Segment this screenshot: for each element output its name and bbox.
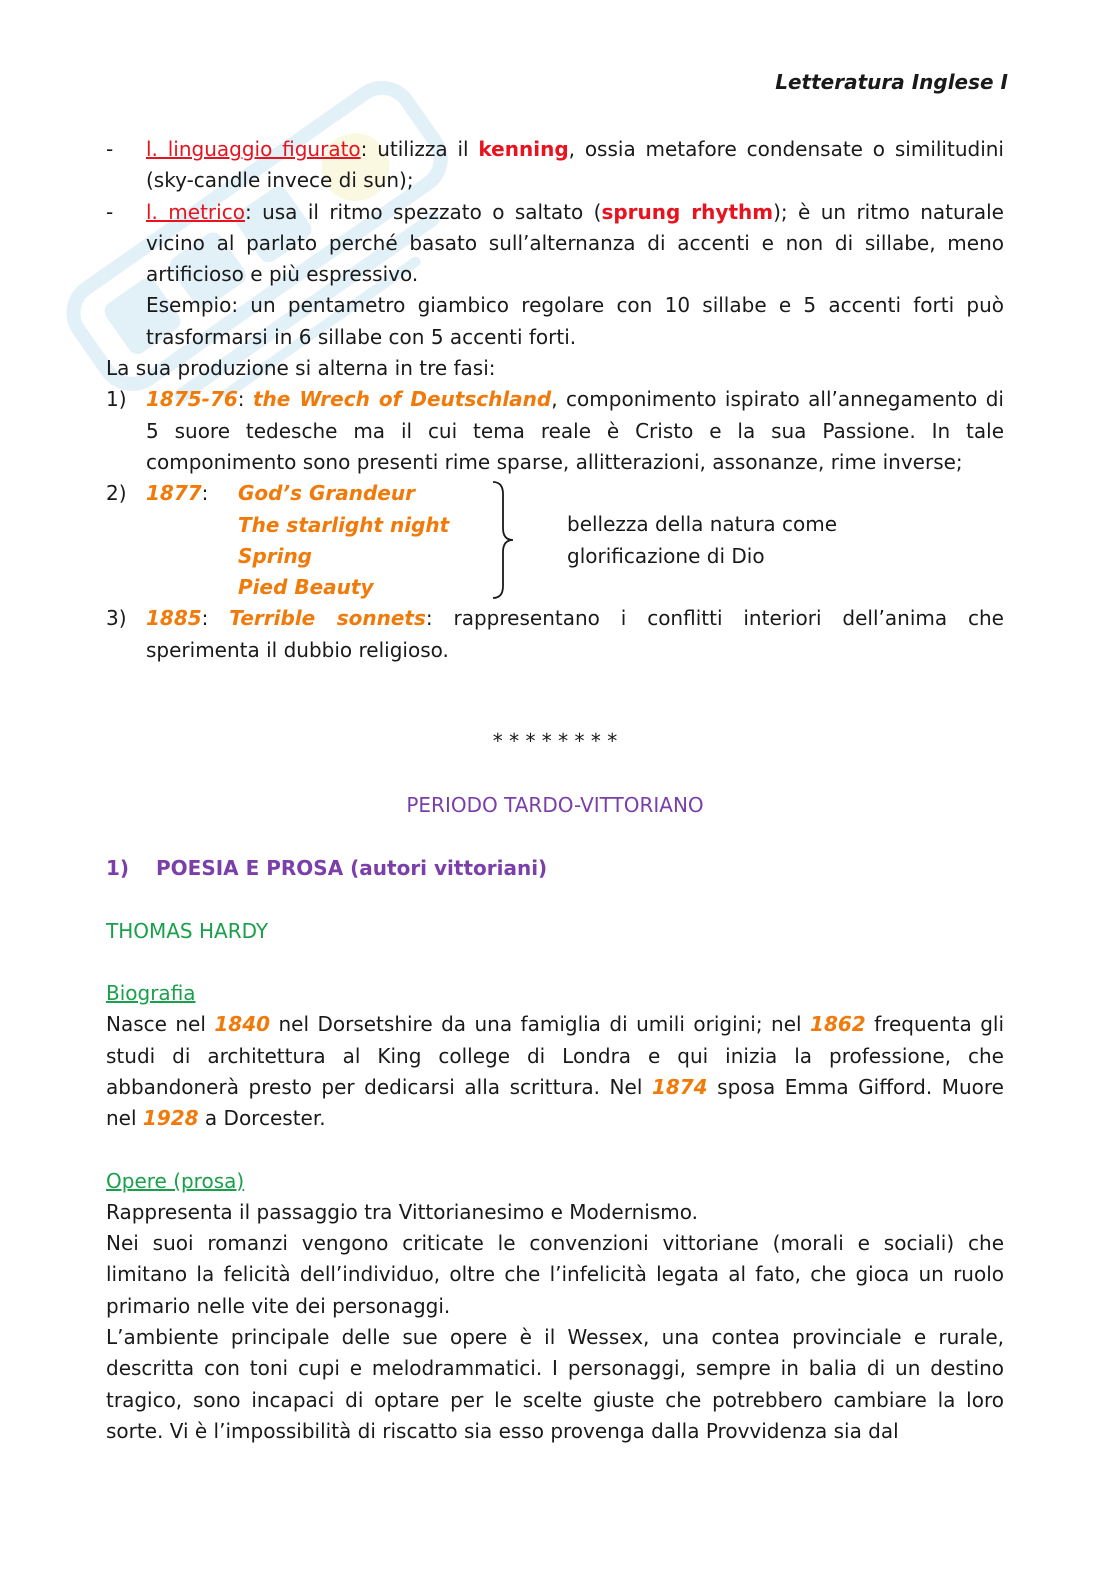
phase-item (106, 384, 1004, 478)
curly-brace-icon (489, 480, 519, 600)
phase-item (106, 603, 1004, 666)
separator-colon: : (201, 606, 230, 631)
bio-paragraph (106, 1009, 1004, 1134)
body-text: , ossia metafore condensate o similitudini (sky-candle invece di sun); (146, 137, 1004, 193)
body-text: sposa Emma Gifford. Muore nel (106, 1074, 1004, 1131)
work-title: God’s Grandeur (238, 481, 415, 506)
bullet-marker: - (106, 199, 114, 224)
page-header-title: Letteratura Inglese I (775, 70, 1008, 94)
keyword: kenning (478, 137, 569, 161)
work-title: the Wrech of Deutschland (252, 387, 552, 412)
term-label: l. linguaggio figurato (146, 137, 361, 161)
keyword: sprung rhythm (601, 199, 774, 224)
body-text: nel Dorsetshire da una famiglia di umili origini; nel (270, 1012, 811, 1037)
year: 1874 (651, 1074, 708, 1099)
section-title: PERIODO TARDO-VITTORIANO (406, 793, 704, 818)
section-separator: * * * * * * * * (492, 728, 618, 753)
subsection-text: POESIA E PROSA (autori vittoriani) (156, 856, 548, 881)
separator-colon: : (201, 481, 209, 506)
works-paragraph: Rappresenta il passaggio tra Vittorianesimo e Modernismo. (106, 1199, 698, 1224)
phase-note: bellezza della natura come (567, 512, 838, 537)
works-heading: Opere (prosa) (106, 1168, 245, 1193)
phase-note: glorificazione di Dio (567, 543, 765, 568)
phase-year: 1877 (146, 481, 202, 506)
body-text: : usa il ritmo spezzato o saltato ( (244, 199, 602, 224)
bullet-item (106, 197, 1004, 353)
separator-colon: : (237, 387, 253, 412)
bullet-marker: - (106, 137, 114, 161)
body-text: ); è un ritmo naturale vicino al parlato perché basato sull’alternanza di accenti e non di sillabe, meno artificioso e più espressivo. (146, 199, 1004, 287)
term-label: l. metrico (146, 199, 245, 224)
example-text: Esempio: un pentametro giambico regolare con 10 sillabe e 5 accenti forti può trasformarsi in 6 sillabe con 5 accenti forti. (146, 293, 1004, 349)
body-text: frequenta gli studi di architettura al King college di Londra e qui inizia la professione, che abbandonerà presto per dedicarsi alla scrittura. Nel (106, 1012, 1004, 1099)
phase-marker: 1) (106, 387, 127, 412)
phase-marker: 3) (106, 606, 127, 631)
phase-item (106, 478, 1004, 603)
work-title: The starlight night (238, 512, 450, 537)
body-text: a Dorcester. (198, 1106, 326, 1131)
work-title: Pied Beauty (238, 575, 374, 600)
phases-intro: La sua produzione si alterna in tre fasi: (106, 356, 496, 381)
phase-marker: 2) (106, 481, 127, 506)
year: 1862 (810, 1012, 866, 1037)
works-paragraph: Nei suoi romanzi vengono criticate le convenzioni vittoriane (morali e sociali) che limitano la felicità dell’individuo, oltre che l’infelicità legata al fato, che gioca un ruolo primario nelle vite dei personaggi. (106, 1231, 1004, 1318)
body-text: Nasce nel (106, 1012, 215, 1037)
bullet-item (106, 134, 1004, 197)
phase-year: 1885 (146, 606, 202, 631)
work-title: Terrible sonnets (229, 606, 426, 631)
bio-heading: Biografia (106, 981, 196, 1006)
works-paragraph: L’ambiente principale delle sue opere è il Wessex, una contea provinciale e rurale, descritta con toni cupi e melodrammatici. I personaggi, sempre in balia di un destino tragico, sono incapaci di optare per le scelte giuste che potrebbero cambiare la loro sorte. Vi è l’impossibilità di riscatto sia esso provenga dalla Provvidenza sia dal (106, 1325, 1004, 1443)
body-text: : rappresentano i conflitti interiori dell’anima che sperimenta il dubbio religioso. (146, 606, 1004, 662)
subsection-title (106, 853, 1004, 884)
author-name: THOMAS HARDY (106, 918, 269, 943)
body-text: , componimento ispirato all’annegamento di 5 suore tedesche ma il cui tema reale è Cristo e la sua Passione. In tale componimento sono presenti rime sparse, allitterazioni, assonanze, rime inverse; (146, 387, 1004, 474)
document-body (106, 134, 1004, 1447)
work-title: Spring (238, 543, 312, 568)
year: 1928 (142, 1106, 199, 1131)
body-text: : utilizza il (360, 137, 479, 161)
year: 1840 (214, 1012, 271, 1037)
phase-year: 1875-76 (146, 387, 238, 412)
subsection-marker: 1) (106, 856, 130, 881)
